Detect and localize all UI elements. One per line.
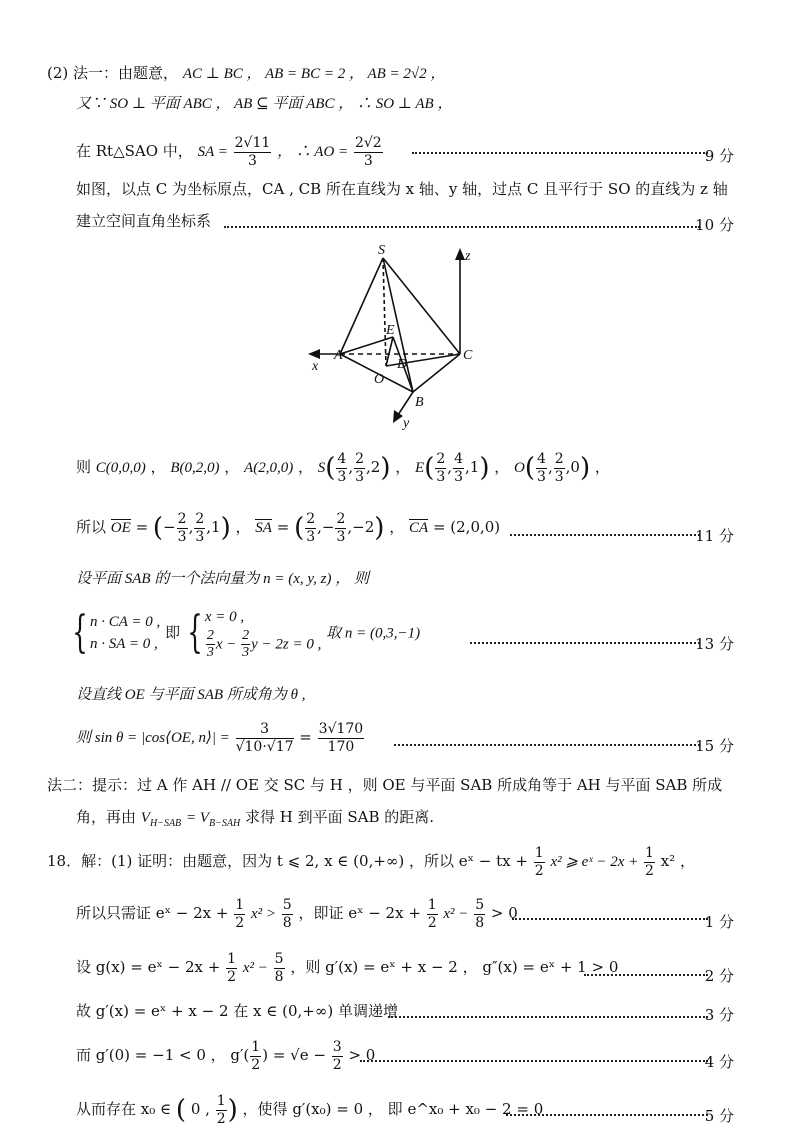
leader-dots (412, 152, 708, 154)
score-11: 11 分 (695, 527, 734, 545)
leader-dots (224, 226, 700, 228)
label-d: D (397, 357, 408, 372)
label-c: C (463, 348, 473, 363)
label-e: E (386, 323, 395, 338)
x-arrow-icon (308, 349, 320, 359)
score-4: 4 分 (704, 1053, 734, 1071)
leader-dots (360, 1060, 708, 1062)
line-so-dashed (383, 258, 386, 366)
angle-definition: 设直线 OE 与平面 SAB 所成角为 θ , (76, 687, 306, 703)
define-g: 设 g(x) = eˣ − 2x + $\frac{1}{2}$ x² − $\frac{5}{8}$ ，则 g′(x) = eˣ + x − 2 ， g″(x) = eˣ + 1 > 0 (76, 951, 619, 985)
label-a: A (334, 348, 343, 363)
q18-intro: 18．解：(1) 证明：由题意，因为 t ⩽ 2, x ∈ (0,+∞) ，所以 eˣ − tx + $\frac{1}{2}$ x² ⩾ eˣ − 2x + $\frac{1}{2}$ x² ， (47, 845, 695, 879)
leader-dots (584, 974, 708, 976)
score-3: 3 分 (704, 1006, 734, 1024)
sao-triangle-line: 在 Rt△SAO 中， SA = $\frac{2√11}{3}$ ， ∴ AO = $\frac{2√2}{3}$ (76, 135, 382, 169)
score-15: 15 分 (695, 737, 734, 755)
method2-hint: 法二：提示：过 A 作 AH // OE 交 SC 与 H ，则 OE 与平面 SAB 所成角等于 AH 与平面 SAB 所成 (47, 776, 723, 794)
coordinate-setup-text: 如图，以点 C 为坐标原点，CA , CB 所在直线为 x 轴、y 轴，过点 C 且平行于 SO 的直线为 z 轴 (76, 180, 728, 198)
label-b: B (415, 395, 424, 410)
label-s: S (378, 243, 385, 258)
need-to-prove: 所以只需证 eˣ − 2x + $\frac{1}{2}$ x² > $\frac{5}{8}$ ，即证 eˣ − 2x + $\frac{1}{2}$ x² − $\frac{5}{8}$ > 0 (76, 897, 518, 931)
vector-line: 所以 OE = (− $\frac{2}{3}$ , $\frac{2}{3}$ ,1) ， SA = ( $\frac{2}{3}$ ,− $\frac{2}{3}$ ,−2) ， CA = (2,0,0) (76, 511, 501, 545)
score-10: 10 分 (695, 216, 734, 234)
pyramid-figure (300, 240, 500, 430)
coordinate-system-text: 建立空间直角坐标系 (76, 212, 212, 230)
score-1: 1 分 (704, 913, 734, 931)
leader-dots (506, 1114, 708, 1116)
normal-vector-text: 设平面 SAB 的一个法向量为 n = (x, y, z) ， 则 (76, 571, 370, 587)
perpendicular-reasoning: 又∵ SO ⊥ 平面 ABC ， AB ⊆ 平面 ABC ， ∴ SO ⊥ AB ， (76, 96, 453, 112)
monotonic-text: 故 g′(x) = eˣ + x − 2 在 x ∈ (0,+∞) 单调递增 (76, 1002, 398, 1020)
leader-dots (394, 744, 700, 746)
method2-volume: 角，再由 $V_{H-SAB} = V_{B-SAH}$ 求得 H 到平面 SAB 的距离. (76, 808, 435, 829)
leader-dots (470, 642, 700, 644)
z-arrow-icon (455, 248, 465, 260)
y-arrow-icon (393, 410, 403, 423)
leader-dots (388, 1016, 708, 1018)
sa-fraction: $\frac{2√11}{3}$ (234, 135, 271, 169)
ao-fraction: $\frac{2√2}{3}$ (354, 135, 382, 169)
leader-dots (510, 534, 700, 536)
edge-sa (340, 258, 383, 354)
score-5: 5 分 (704, 1107, 734, 1125)
leader-dots (512, 918, 708, 920)
label-o: O (374, 372, 385, 387)
score-13: 13 分 (695, 635, 734, 653)
sine-result: 则 sin θ = |cos⟨OE, n⟩| = $\frac{3}{√10\cdot√17}$ = $\frac{3√170}{170}$ (76, 721, 364, 755)
score-9: 9 分 (704, 147, 734, 165)
g-values: 而 g′(0) = −1 < 0 ， g′( $\frac{1}{2}$ ) = √e − $\frac{3}{2}$ > 0 (76, 1039, 376, 1073)
existence-x0: 从而存在 x₀ ∈ ( 0 , $\frac{1}{2}$ ) ，使得 g′(x₀) = 0 ， 即 e^x₀ + x₀ − 2 = 0 (76, 1093, 544, 1127)
equation-system: { n · CA = 0 , n · SA = 0 , 即 { x = 0 , $\frac{2}{3}$ x − $\frac{2}{3}$ y − 2z = 0 , 取 n = (0,3,−1) (72, 607, 421, 661)
method1-label: (2) 法一：由题意， (47, 64, 179, 82)
score-2: 2 分 (704, 967, 734, 985)
label-z: z (465, 249, 471, 264)
line-oe (386, 337, 393, 366)
given-conditions: AC ⊥ BC ， AB = BC = 2 ， AB = 2√2 ， (182, 66, 446, 82)
point-coordinates: 则 C(0,0,0) ， B(0,2,0) ， A(2,0,0) ， S( $\frac{4}{3}$ , $\frac{2}{3}$ ,2) ， E( $\frac{2}{3}$ , $\frac{4}{3}$ ,1) ， O( $\frac{4}{3}$ , $\frac{2}{3}$ ,0) ， (76, 451, 610, 485)
method1-intro (47, 66, 445, 82)
label-y: y (403, 416, 410, 430)
label-x: x (312, 359, 319, 374)
